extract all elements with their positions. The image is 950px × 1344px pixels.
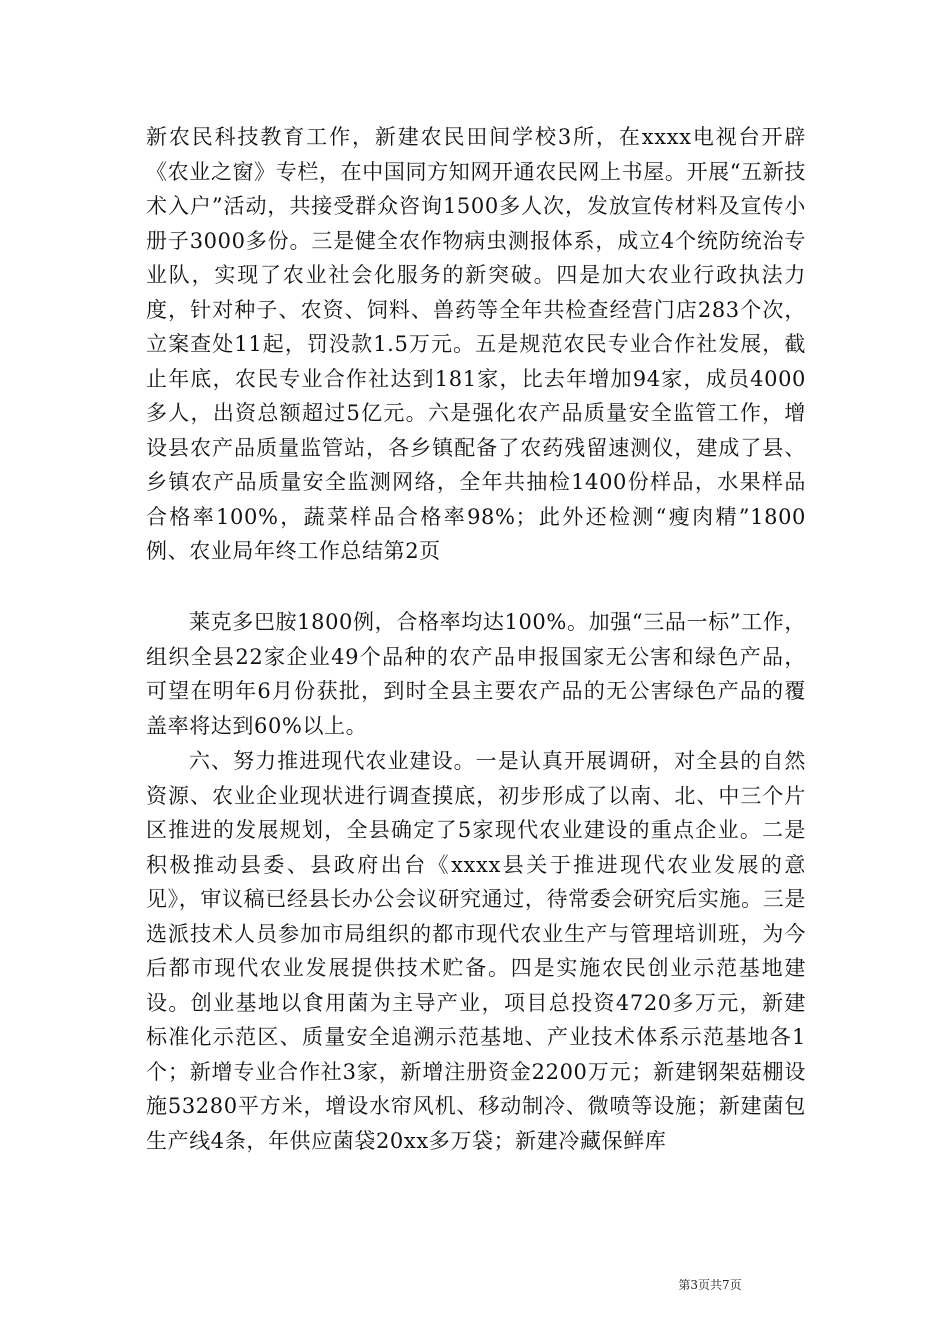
page-footer — [0, 1277, 950, 1293]
page-number: 第3页共7页 — [678, 1278, 742, 1292]
body-paragraph-2: 莱克多巴胺1800例，合格率均达100%。加强“三品一标”工作，组织全县22家企业49个品种的农产品申报国家无公害和绿色产品，可望在明年6月份获批，到时全县主要农产品的无公害绿色产品的覆盖率将达到60%以上。 — [146, 610, 806, 738]
body-paragraph-1: 新农民科技教育工作，新建农民田间学校3所，在xxxx电视台开辟《农业之窗》专栏，在中国同方知网开通农民网上书屋。开展“五新技术入户”活动，共接受群众咨询1500多人次，发放宣传材料及宣传小册子3000多份。三是健全农作物病虫测报体系，成立4个统防统治专业队，实现了农业社会化服务的新突破。四是加大农业行政执法力度，针对种子、农资、饲料、兽药等全年共检查经营门店283个次，立案查处11起，罚没款1.5万元。五是规范农民专业合作社发展，截止年底，农民专业合作社达到181家，比去年增加94家，成员4000多人，出资总额超过5亿元。六是强化农产品质量安全监管工作，增设县农产品质量监管站，各乡镇配备了农药残留速测仪，建成了县、乡镇农产品质量安全监测网络，全年共抽检1400份样品，水果样品合格率100%，蔬菜样品合格率98%；此外还检测“瘦肉精”1800例、农业局年终工作总结第2页 — [146, 125, 806, 563]
body-paragraph-3: 六、努力推进现代农业建设。一是认真开展调研，对全县的自然资源、农业企业现状进行调查摸底，初步形成了以南、北、中三个片区推进的发展规划，全县确定了5家现代农业建设的重点企业。二是积极推动县委、县政府出台《xxxx县关于推进现代农业发展的意见》，审议稿已经县长办公会议研究通过，待常委会研究后实施。三是选派技术人员参加市局组织的都市现代农业生产与管理培训班，为今后都市现代农业发展提供技术贮备。四是实施农民创业示范基地建设。创业基地以食用菌为主导产业，项目总投资4720多万元，新建标准化示范区、质量安全追溯示范基地、产业技术体系示范基地各1个；新增专业合作社3家，新增注册资金2200万元；新建钢架菇棚设施53280平方米，增设水帘风机、移动制冷、微喷等设施；新建菌包生产线4条，年供应菌袋20xx多万袋；新建冷藏保鲜库 — [146, 749, 806, 1153]
